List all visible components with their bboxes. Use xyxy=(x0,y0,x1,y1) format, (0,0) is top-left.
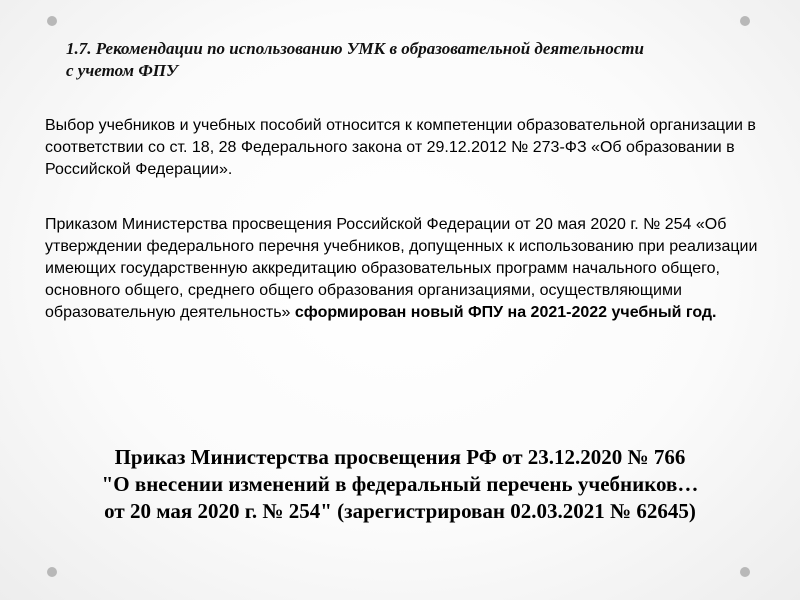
corner-dot-bottom-left xyxy=(47,567,57,577)
paragraph-fpu-text: Приказом Министерства просвещения Российской Федерации от 20 мая 2020 г. № 254 «Об утверждении федерального перечня учебников, допущенных к использованию при реализации имеющих государственную аккредитацию образовательных программ начального общего, основного общего, среднего общего образования организациями, осуществляющими образовательную деятельность» xyxy=(45,216,758,321)
corner-dot-bottom-right xyxy=(740,567,750,577)
paragraph-fpu-order xyxy=(45,214,765,324)
heading-line-2: с учетом ФПУ xyxy=(66,61,178,80)
heading-line-1: 1.7. Рекомендации по использованию УМК в образовательной деятельности xyxy=(66,39,644,58)
paragraph-fpu-bold: сформирован новый ФПУ на 2021-2022 учебный год. xyxy=(290,304,717,321)
corner-dot-top-right xyxy=(740,16,750,26)
order-line-3: от 20 мая 2020 г. № 254" (зарегистрирован 02.03.2021 № 62645) xyxy=(104,499,696,523)
order-line-2: "О внесении изменений в федеральный перечень учебников… xyxy=(101,472,699,496)
order-reference xyxy=(40,444,760,525)
corner-dot-top-left xyxy=(47,16,57,26)
slide-heading xyxy=(66,38,766,82)
order-line-1: Приказ Министерства просвещения РФ от 23.12.2020 № 766 xyxy=(114,445,686,469)
paragraph-textbook-choice: Выбор учебников и учебных пособий относится к компетенции образовательной организации в соответствии со ст. 18, 28 Федерального закона от 29.12.2012 № 273-ФЗ «Об образовании в Российской Федерации». xyxy=(45,117,756,178)
